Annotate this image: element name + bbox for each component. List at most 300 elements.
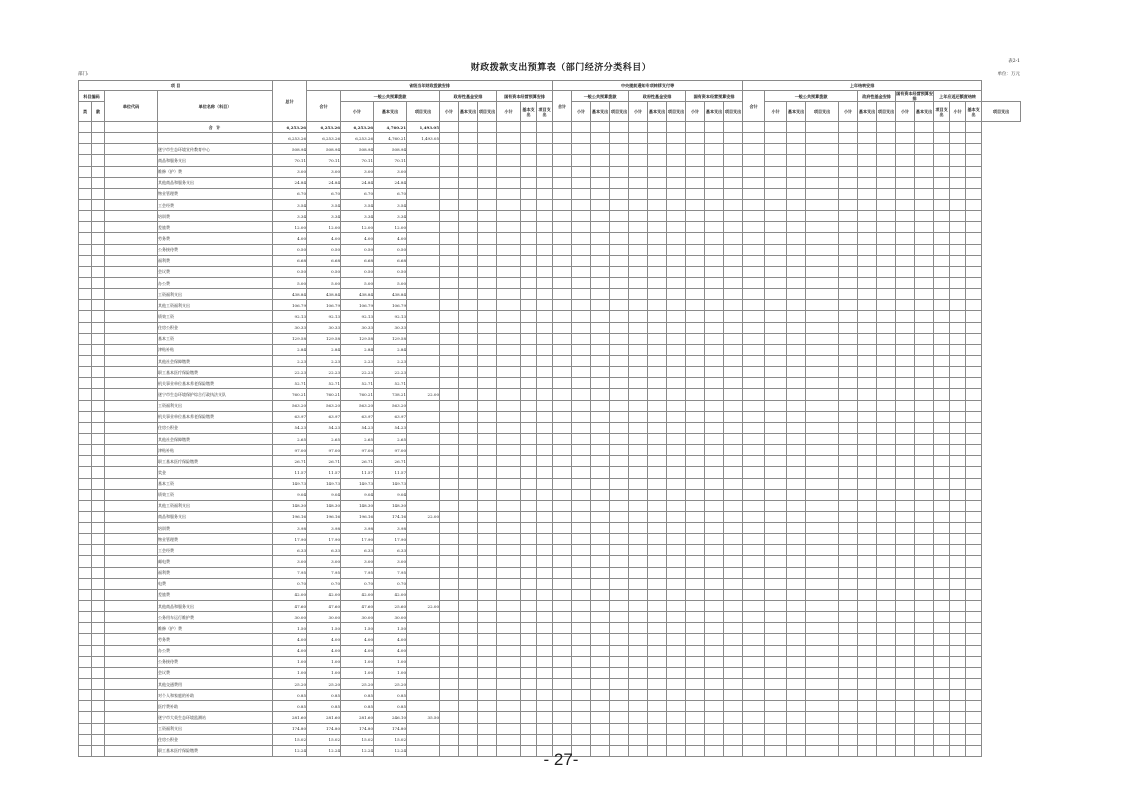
cell-empty (667, 690, 686, 701)
cell-provincial-sum: 4.00 (307, 233, 341, 244)
cell-item (92, 734, 105, 745)
cell-provincial-sum: 52.71 (307, 378, 341, 389)
cell-empty (667, 656, 686, 667)
cell-general-project (407, 188, 440, 199)
cell-empty (915, 389, 934, 400)
cell-empty (765, 511, 787, 522)
table-row (79, 523, 1021, 534)
cell-empty (839, 701, 858, 712)
cell-empty (724, 411, 743, 422)
cell-unit-code (105, 122, 158, 133)
cell-empty (915, 244, 934, 255)
cell-empty (553, 422, 572, 433)
cell-empty (497, 344, 521, 355)
cell-empty (705, 645, 724, 656)
cell-empty (497, 222, 521, 233)
cell-empty (787, 534, 806, 545)
cell-empty (806, 233, 839, 244)
cell-empty (705, 222, 724, 233)
cell-general-project (407, 199, 440, 210)
cell-total: 149.73 (273, 478, 307, 489)
cell-empty (950, 489, 966, 500)
cell-empty (915, 266, 934, 277)
cell-empty (478, 545, 497, 556)
cell-unit-code (105, 433, 158, 444)
cell-empty (724, 344, 743, 355)
cell-empty (839, 545, 858, 556)
cell-unit-name: 绩效工资 (158, 311, 273, 322)
cell-empty (667, 155, 686, 166)
cell-empty (877, 300, 896, 311)
cell-provincial-sum: 3.34 (307, 211, 341, 222)
cell-empty (521, 667, 537, 678)
cell-empty (877, 723, 896, 734)
cell-empty (896, 389, 915, 400)
cell-empty (629, 556, 648, 567)
cell-empty (950, 255, 966, 266)
cell-empty (724, 355, 743, 366)
cell-empty (966, 289, 982, 300)
cell-empty (459, 578, 478, 589)
cell-empty (858, 489, 877, 500)
cell-empty (915, 690, 934, 701)
cell-empty (686, 623, 705, 634)
cell-empty (950, 333, 966, 344)
cell-general-project (407, 367, 440, 378)
cell-empty (537, 277, 553, 288)
table-row (79, 199, 1021, 210)
cell-empty (686, 266, 705, 277)
cell-empty (478, 601, 497, 612)
cell-empty (966, 322, 982, 333)
cell-empty (537, 188, 553, 199)
cell-empty (521, 344, 537, 355)
cell-empty (966, 222, 982, 233)
cell-empty (497, 523, 521, 534)
cell-empty (787, 489, 806, 500)
cell-unit-code (105, 188, 158, 199)
cell-unit-code (105, 679, 158, 690)
cell-empty (478, 701, 497, 712)
cell-unit-code (105, 266, 158, 277)
cell-empty (629, 690, 648, 701)
cell-empty (839, 589, 858, 600)
cell-empty (743, 188, 765, 199)
cell-general-project (407, 233, 440, 244)
cell-empty (648, 511, 667, 522)
cell-empty (537, 656, 553, 667)
cell-empty (765, 289, 787, 300)
cell-empty (440, 478, 459, 489)
cell-total: 2.65 (273, 433, 307, 444)
cell-empty (877, 456, 896, 467)
table-row (79, 422, 1021, 433)
cell-empty (521, 289, 537, 300)
cell-empty (440, 556, 459, 567)
cell-empty (572, 701, 591, 712)
cell-empty (966, 634, 982, 645)
cell-empty (705, 623, 724, 634)
cell-empty (896, 244, 915, 255)
cell-empty (896, 712, 915, 723)
cell-empty (553, 456, 572, 467)
cell-empty (648, 467, 667, 478)
cell-item (92, 122, 105, 133)
cell-category (79, 266, 92, 277)
cell-empty (553, 255, 572, 266)
cell-empty (765, 378, 787, 389)
table-row (79, 723, 1021, 734)
cell-empty (553, 511, 572, 522)
header-provincial: 省级当年财政拨款安排 (307, 81, 553, 91)
cell-empty (839, 177, 858, 188)
cell-empty (610, 322, 629, 333)
cell-item (92, 400, 105, 411)
cell-empty (877, 389, 896, 400)
cell-empty (521, 367, 537, 378)
cell-item (92, 500, 105, 511)
cell-empty (667, 389, 686, 400)
cell-empty (648, 133, 667, 144)
cell-general-basic: 3.00 (374, 166, 407, 177)
cell-empty (896, 445, 915, 456)
header-central: 中央提前通知专项转移支付等 (553, 81, 743, 91)
cell-empty (806, 322, 839, 333)
cell-general-subtotal: 92.13 (341, 311, 374, 322)
cell-empty (858, 244, 877, 255)
cell-item (92, 556, 105, 567)
cell-empty (521, 188, 537, 199)
cell-unit-name: 住房公积金 (158, 734, 273, 745)
cell-empty (610, 612, 629, 623)
cell-empty (459, 255, 478, 266)
cell-empty (591, 389, 610, 400)
cell-empty (667, 311, 686, 322)
cell-empty (743, 355, 765, 366)
table-row (79, 389, 1021, 400)
cell-empty (537, 612, 553, 623)
cell-empty (858, 188, 877, 199)
cell-empty (521, 556, 537, 567)
cell-unit-name: 培训费 (158, 211, 273, 222)
cell-empty (915, 211, 934, 222)
cell-empty (839, 344, 858, 355)
cell-empty (839, 445, 858, 456)
cell-category (79, 244, 92, 255)
cell-empty (705, 122, 724, 133)
cell-empty (629, 389, 648, 400)
cell-empty (934, 523, 950, 534)
cell-empty (610, 679, 629, 690)
cell-empty (896, 322, 915, 333)
cell-general-subtotal: 6,253.26 (341, 133, 374, 144)
cell-empty (648, 400, 667, 411)
cell-general-basic: 6.33 (374, 545, 407, 556)
cell-total: 70.11 (273, 155, 307, 166)
cell-empty (591, 578, 610, 589)
cell-empty (667, 289, 686, 300)
cell-empty (521, 233, 537, 244)
cell-empty (950, 656, 966, 667)
cell-empty (459, 701, 478, 712)
cell-empty (648, 523, 667, 534)
cell-empty (629, 378, 648, 389)
cell-empty (743, 634, 765, 645)
cell-empty (705, 199, 724, 210)
cell-general-subtotal: 0.50 (341, 244, 374, 255)
cell-empty (743, 556, 765, 567)
cell-empty (610, 534, 629, 545)
cell-empty (705, 578, 724, 589)
table-row (79, 133, 1021, 144)
cell-empty (440, 612, 459, 623)
cell-unit-code (105, 166, 158, 177)
cell-empty (705, 300, 724, 311)
cell-unit-name: 劳务费 (158, 233, 273, 244)
cell-empty (591, 155, 610, 166)
cell-empty (440, 177, 459, 188)
cell-general-project (407, 467, 440, 478)
cell-unit-code (105, 289, 158, 300)
cell-unit-code (105, 422, 158, 433)
cell-empty (877, 589, 896, 600)
cell-empty (858, 211, 877, 222)
cell-unit-code (105, 344, 158, 355)
cell-total: 92.13 (273, 311, 307, 322)
cell-unit-code (105, 645, 158, 656)
cell-empty (667, 244, 686, 255)
cell-category (79, 534, 92, 545)
cell-empty (877, 712, 896, 723)
cell-empty (858, 734, 877, 745)
cell-empty (806, 556, 839, 567)
cell-general-basic: 174.80 (374, 723, 407, 734)
cell-empty (966, 734, 982, 745)
cell-empty (459, 433, 478, 444)
cell-empty (553, 233, 572, 244)
cell-empty (648, 701, 667, 712)
cell-empty (459, 679, 478, 690)
cell-total: 6,253.26 (273, 122, 307, 133)
cell-item (92, 679, 105, 690)
cell-empty (724, 133, 743, 144)
cell-unit-code (105, 222, 158, 233)
cell-empty (521, 589, 537, 600)
cell-empty (537, 233, 553, 244)
cell-empty (765, 322, 787, 333)
cell-empty (896, 355, 915, 366)
cell-empty (572, 155, 591, 166)
cell-item (92, 667, 105, 678)
header-sub: 小计 (341, 102, 374, 122)
cell-empty (572, 144, 591, 155)
cell-empty (896, 556, 915, 567)
cell-category (79, 311, 92, 322)
cell-empty (591, 433, 610, 444)
cell-empty (521, 211, 537, 222)
cell-empty (440, 734, 459, 745)
cell-total: 24.84 (273, 177, 307, 188)
cell-empty (497, 734, 521, 745)
cell-empty (591, 289, 610, 300)
cell-empty (497, 367, 521, 378)
cell-empty (806, 367, 839, 378)
cell-empty (686, 133, 705, 144)
cell-empty (806, 389, 839, 400)
cell-category (79, 712, 92, 723)
cell-empty (553, 378, 572, 389)
cell-empty (705, 344, 724, 355)
cell-empty (934, 645, 950, 656)
cell-general-basic: 3.54 (374, 199, 407, 210)
cell-empty (966, 679, 982, 690)
cell-empty (877, 701, 896, 712)
cell-empty (915, 656, 934, 667)
cell-unit-code (105, 656, 158, 667)
cell-empty (787, 389, 806, 400)
cell-empty (629, 701, 648, 712)
cell-empty (648, 389, 667, 400)
cell-empty (787, 133, 806, 144)
cell-empty (478, 177, 497, 188)
cell-empty (858, 266, 877, 277)
cell-empty (610, 355, 629, 366)
cell-category (79, 589, 92, 600)
cell-general-project (407, 311, 440, 322)
cell-empty (934, 601, 950, 612)
cell-item (92, 589, 105, 600)
header-unit-name: 单位名称（科目） (158, 91, 273, 122)
cell-empty (591, 589, 610, 600)
cell-empty (806, 667, 839, 678)
cell-general-basic: 25.60 (374, 601, 407, 612)
cell-empty (478, 734, 497, 745)
cell-empty (806, 255, 839, 266)
cell-empty (787, 244, 806, 255)
cell-empty (787, 355, 806, 366)
cell-general-subtotal: 0.85 (341, 701, 374, 712)
cell-empty (686, 289, 705, 300)
cell-empty (877, 634, 896, 645)
cell-empty (787, 367, 806, 378)
cell-empty (537, 645, 553, 656)
cell-empty (966, 589, 982, 600)
cell-empty (743, 233, 765, 244)
cell-general-project (407, 723, 440, 734)
cell-empty (478, 411, 497, 422)
cell-empty (915, 679, 934, 690)
cell-empty (787, 545, 806, 556)
cell-empty (553, 244, 572, 255)
cell-empty (915, 367, 934, 378)
cell-empty (521, 690, 537, 701)
cell-general-subtotal: 6.70 (341, 188, 374, 199)
cell-empty (591, 723, 610, 734)
cell-unit-name: 培训费 (158, 523, 273, 534)
cell-empty (877, 690, 896, 701)
cell-empty (705, 734, 724, 745)
cell-empty (950, 467, 966, 478)
cell-empty (478, 578, 497, 589)
cell-empty (521, 400, 537, 411)
cell-empty (743, 177, 765, 188)
cell-general-subtotal: 12.00 (341, 222, 374, 233)
cell-empty (553, 389, 572, 400)
cell-total: 0.85 (273, 690, 307, 701)
cell-empty (553, 266, 572, 277)
cell-empty (966, 155, 982, 166)
cell-empty (459, 367, 478, 378)
cell-empty (521, 322, 537, 333)
cell-empty (572, 467, 591, 478)
cell-empty (610, 645, 629, 656)
cell-empty (478, 589, 497, 600)
cell-empty (839, 623, 858, 634)
cell-empty (521, 244, 537, 255)
cell-item (92, 656, 105, 667)
cell-empty (497, 701, 521, 712)
cell-empty (950, 177, 966, 188)
cell-empty (686, 578, 705, 589)
cell-empty (743, 378, 765, 389)
cell-empty (686, 467, 705, 478)
header-basic: 基本支出 (915, 102, 934, 122)
header-carry-fund: 政府性基金安排 (858, 91, 896, 102)
cell-empty (537, 166, 553, 177)
cell-empty (765, 367, 787, 378)
table-row (79, 734, 1021, 745)
cell-empty (440, 545, 459, 556)
cell-general-project (407, 679, 440, 690)
table-row (79, 500, 1021, 511)
table-row (79, 478, 1021, 489)
table-row (79, 556, 1021, 567)
cell-empty (858, 601, 877, 612)
cell-empty (966, 122, 982, 133)
cell-empty (896, 144, 915, 155)
cell-general-subtotal: 2.65 (341, 433, 374, 444)
cell-empty (610, 623, 629, 634)
cell-empty (858, 344, 877, 355)
cell-empty (858, 333, 877, 344)
cell-empty (521, 578, 537, 589)
cell-empty (572, 300, 591, 311)
cell-empty (478, 122, 497, 133)
cell-empty (667, 445, 686, 456)
cell-empty (787, 433, 806, 444)
cell-empty (743, 266, 765, 277)
cell-category (79, 433, 92, 444)
cell-empty (521, 478, 537, 489)
cell-empty (934, 344, 950, 355)
header-proj: 项目支出 (934, 102, 950, 122)
cell-empty (915, 489, 934, 500)
cell-empty (705, 389, 724, 400)
cell-empty (743, 367, 765, 378)
cell-category (79, 344, 92, 355)
cell-empty (629, 723, 648, 734)
cell-general-project (407, 211, 440, 222)
cell-empty (572, 712, 591, 723)
cell-empty (787, 311, 806, 322)
table-row (79, 534, 1021, 545)
cell-empty (934, 667, 950, 678)
cell-unit-name: 基本工资 (158, 333, 273, 344)
cell-unit-code (105, 500, 158, 511)
cell-empty (629, 122, 648, 133)
cell-empty (521, 467, 537, 478)
cell-empty (724, 645, 743, 656)
